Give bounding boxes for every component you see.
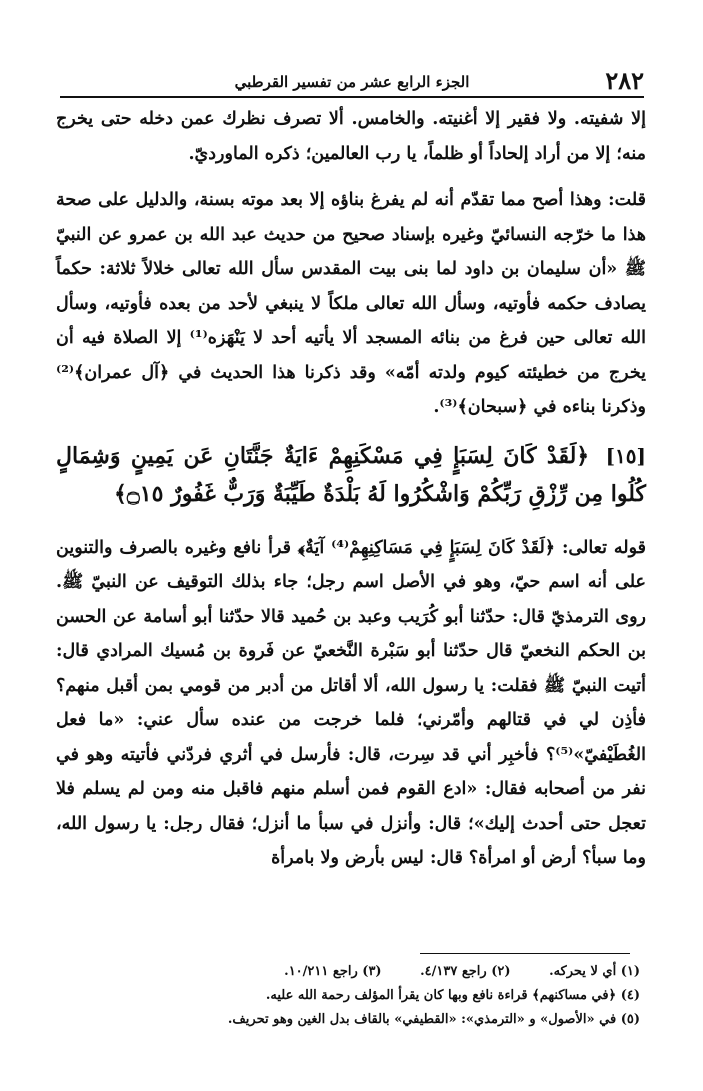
footnote-2: (٢) راجع ٤/١٣٧. (420, 964, 511, 979)
footnote-5: (٥) في «الأصول» و «الترمذي»: «القطيفي» بالقاف بدل الغين وهو تحريف. (227, 1012, 640, 1027)
paragraph-3: قوله تعالى: ﴿لَقَدْ كَانَ لِسَبَإٍ فِي مَسَاكِنِهِمْ⁽⁴⁾ آيَةٌ﴾ قرأ نافع وغيره بالصرف والتنوين على أنه اسم حيّ، وهو في الأصل اسم رجل؛ جاء بذلك التوقيف عن النبيّ ﷺ. روى الترمذيّ قال: حدّثنا أبو كُرَيب وعبد بن حُميد قالا حدّثنا أبو أسامة عن الحسن بن الحكم النخعيّ قال حدّثنا أبو سَبْرة النَّخعيّ عن فَروة بن مُسيك المرادي قال: أتيت النبيّ ﷺ فقلت: يا رسول الله، ألا أقاتل من أدبر من قومي بمن أقبل منهم؟ فأذِن لي في قتالهم وأمّرني؛ فلما خرجت من عنده سأل عني: «ما فعل الغُطَيْفيّ»⁽⁵⁾؟ فأخبِر أني قد سِرت، قال: فأرسل في أثري فردّني فأتيته وهو في نفر من أصحابه فقال: «ادع القوم فمن أسلم منهم فاقبل منه ومن لم يسلم فلا تعجل حتى أحدث إليك»؛ قال: وأنزل في سبأ ما أنزل؛ فقال رجل: يا رسول الله، وما سبأ؟ أرض أو امرأة؟ قال: ليس بأرض ولا بامرأة (56, 537, 646, 868)
page-header (60, 66, 644, 98)
quran-verse (56, 437, 646, 513)
paragraph-1: إلا شفيته. ولا فقير إلا أغنيته. والخامس. ألا تصرف نظرك عمن دخله حتى يخرج منه؛ إلا من أراد إلحاداً أو ظلماً، يا رب العالمين؛ ذكره الماورديّ. (56, 109, 646, 164)
footnote-4: (٤) ﴿في مساكنهم﴾ قراءة نافع وبها كان يقرأ المؤلف رحمة الله عليه. (265, 988, 640, 1003)
footnote-3: (٣) راجع ١٠/٢١١. (284, 964, 382, 979)
main-text (56, 102, 646, 888)
verse-text: ﴿لَقَدْ كَانَ لِسَبَإٍ فِي مَسْكَنِهِمْ ءَايَةٌ جَنَّتَانِ عَن يَمِينٍ وَشِمَالٍ كُلُوا مِن رِّزْقِ رَبِّكُمْ وَاشْكُرُوا لَهُ بَلْدَةٌ طَيِّبَةٌ وَرَبٌّ غَفُورٌ ۝١٥﴾ (56, 442, 646, 507)
footnotes (60, 960, 640, 1032)
page-number: ٢٨٢ (605, 66, 644, 95)
footnote-1: (١) أي لا يحركه. (549, 964, 640, 979)
verse-number: [١٥] (605, 443, 646, 468)
running-title: الجزء الرابع عشر من تفسير القرطبي (234, 73, 470, 91)
paragraph-2: قلت: وهذا أصح مما تقدّم أنه لم يفرغ بناؤه إلا بعد موته بسنة، والدليل على صحة هذا ما خرّجه النسائيّ وغيره بإسناد صحيح من حديث عبد الله بن عمرو عن النبيّ ﷺ «أن سليمان بن داود لما بنى بيت المقدس سأل الله تعالى خلالاً ثلاثة: حكماً يصادف حكمه فأوتيه، وسأل الله تعالى ملكاً لا ينبغي لأحد من بعده فأوتيه، وسأل الله تعالى حين فرغ من بنائه المسجد ألا يأتيه أحد لا يَنْهَزه⁽¹⁾ إلا الصلاة فيه أن يخرج من خطيئته كيوم ولدته أمّه» وقد ذكرنا هذا الحديث في ﴿آل عمران﴾⁽²⁾ وذكرنا بناءه في ﴿سبحان﴾⁽³⁾. (56, 190, 646, 417)
footnote-row-1 (60, 960, 640, 984)
footnote-divider (420, 953, 630, 954)
